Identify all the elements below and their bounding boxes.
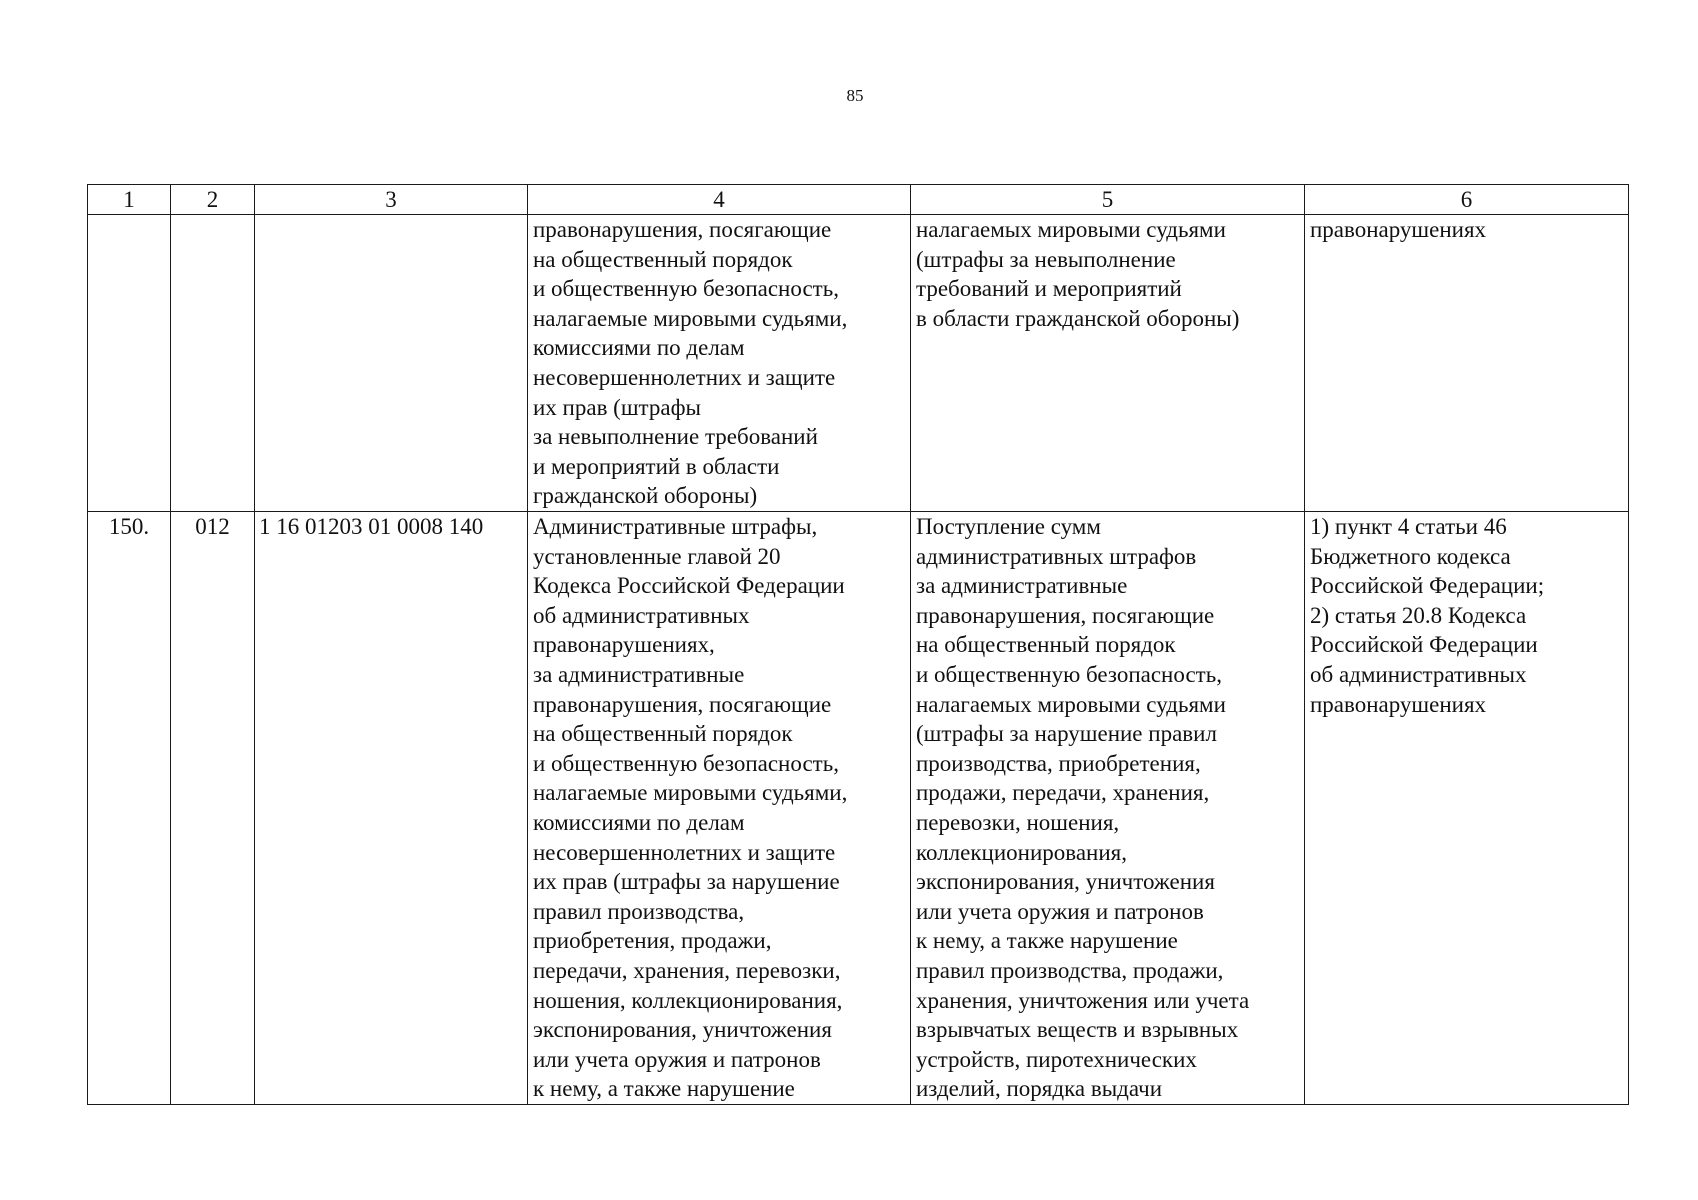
row-number-cell (88, 215, 171, 512)
revenue-classification-table (87, 184, 1629, 1105)
row-number-cell: 150. (88, 512, 171, 1105)
revenue-description-cell: налагаемых мировыми судьями (штрафы за невыполнение требований и мероприятий в области гражданской обороны) (911, 215, 1305, 512)
kbk-code-cell (255, 215, 528, 512)
column-header-2: 2 (171, 185, 255, 215)
column-header-1: 1 (88, 185, 171, 215)
column-header-4: 4 (528, 185, 911, 215)
admin-code-cell (171, 215, 255, 512)
revenue-name-cell: правонарушения, посягающие на общественный порядок и общественную безопасность, налагаемые мировыми судьями, комиссиями по делам несовершеннолетних и защите их прав (штрафы за невыполнение требований и мероприятий в области гражданской обороны) (528, 215, 911, 512)
revenue-description-cell: Поступление сумм административных штрафов за административные правонарушения, посягающие на общественный порядок и общественную безопасность, налагаемых мировыми судьями (штрафы за нарушение правил производства, приобретения, продажи, передачи, хранения, перевозки, ношения, коллекционирования, экспонирования, уничтожения или учета оружия и патронов к нему, а также нарушение правил производства, продажи, хранения, уничтожения или учета взрывчатых веществ и взрывных устройств, пиротехнических изделий, порядка выдачи (911, 512, 1305, 1105)
legal-basis-cell: правонарушениях (1305, 215, 1629, 512)
table-row (88, 215, 1629, 512)
column-header-6: 6 (1305, 185, 1629, 215)
revenue-name-cell: Административные штрафы, установленные главой 20 Кодекса Российской Федерации об административных правонарушениях, за административные правонарушения, посягающие на общественный порядок и общественную безопасность, налагаемые мировыми судьями, комиссиями по делам несовершеннолетних и защите их прав (штрафы за нарушение правил производства, приобретения, продажи, передачи, хранения, перевозки, ношения, коллекционирования, экспонирования, уничтожения или учета оружия и патронов к нему, а также нарушение (528, 512, 911, 1105)
column-header-5: 5 (911, 185, 1305, 215)
column-header-3: 3 (255, 185, 528, 215)
legal-basis-cell: 1) пункт 4 статьи 46 Бюджетного кодекса Российской Федерации; 2) статья 20.8 Кодекса Российской Федерации об административных правонарушениях (1305, 512, 1629, 1105)
page-number: 85 (846, 86, 864, 105)
admin-code-cell: 012 (171, 512, 255, 1105)
table-row (88, 512, 1629, 1105)
table-header-row (88, 185, 1629, 215)
kbk-code-cell: 1 16 01203 01 0008 140 (255, 512, 528, 1105)
